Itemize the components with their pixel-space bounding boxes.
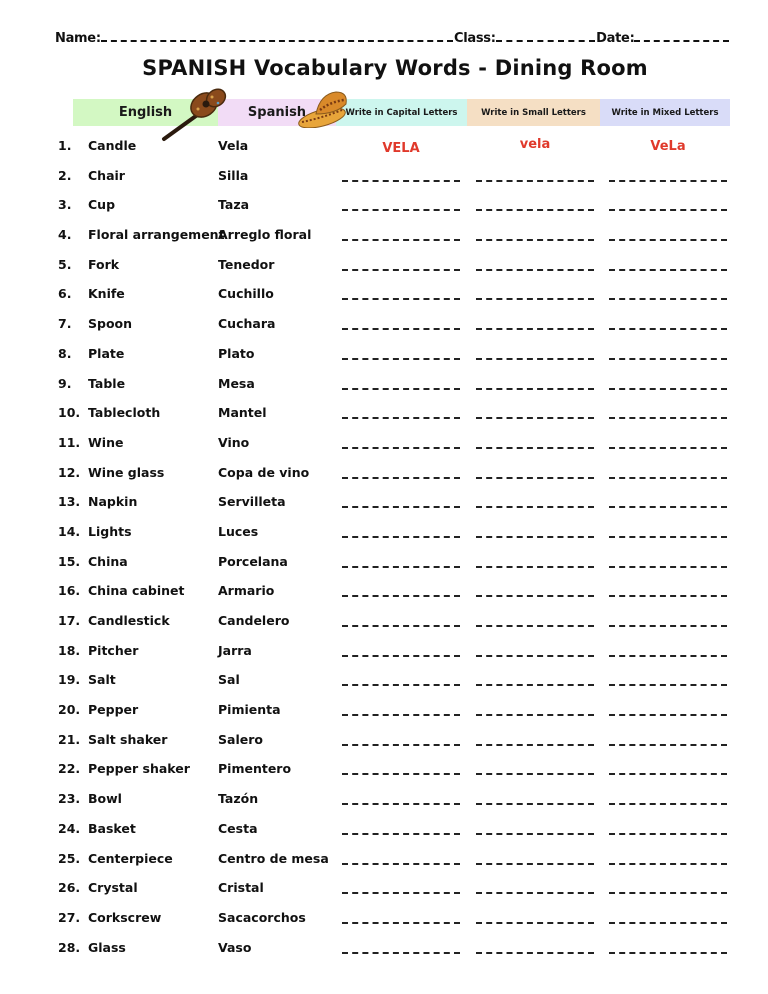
capital-answer-line[interactable]	[342, 863, 460, 865]
english-word: Knife	[88, 286, 125, 302]
spanish-word: Mantel	[218, 405, 267, 421]
spanish-word: Vela	[218, 138, 249, 153]
vocab-row	[0, 611, 768, 641]
spanish-word: Copa de vino	[218, 464, 310, 480]
row-number: 22.	[58, 761, 81, 777]
mixed-answer-line[interactable]	[609, 358, 727, 360]
spanish-word: Cuchara	[218, 316, 276, 332]
row-number: 20.	[58, 702, 81, 718]
vocab-row	[0, 849, 768, 879]
mixed-answer-line[interactable]	[609, 536, 727, 538]
capital-answer-line[interactable]	[342, 477, 460, 479]
small-answer-line[interactable]	[476, 477, 594, 479]
capital-answer-line[interactable]	[342, 328, 460, 330]
spanish-word: Candelero	[218, 613, 290, 628]
small-answer-line[interactable]	[476, 358, 594, 360]
small-answer-line[interactable]	[476, 298, 594, 300]
spanish-word: Arreglo floral	[218, 227, 312, 243]
vocab-row	[0, 641, 768, 671]
small-answer-line[interactable]	[476, 833, 594, 835]
vocab-row	[0, 374, 768, 404]
spanish-word: Sal	[218, 672, 240, 688]
spanish-word: Cesta	[218, 820, 258, 836]
example-small: vela	[519, 137, 551, 152]
mixed-answer-line[interactable]	[609, 744, 727, 746]
vocab-row	[0, 195, 768, 225]
mixed-answer-line[interactable]	[609, 328, 727, 330]
date-label: Date:	[596, 31, 635, 46]
column-header-mixed: Write in Mixed Letters	[600, 99, 730, 126]
example-mixed: VeLa	[650, 139, 686, 154]
vocab-row	[0, 492, 768, 522]
vocab-row	[0, 670, 768, 700]
capital-answer-line[interactable]	[342, 269, 460, 271]
english-word: China	[88, 553, 128, 569]
english-word: Chair	[88, 167, 125, 183]
english-word: China cabinet	[88, 583, 185, 599]
capital-answer-line[interactable]	[342, 833, 460, 835]
vocab-row	[0, 938, 768, 968]
row-number: 7.	[58, 316, 72, 332]
vocab-row	[0, 581, 768, 611]
sombrero-icon	[296, 88, 352, 128]
spanish-word: Salero	[218, 731, 263, 747]
row-number: 27.	[58, 909, 81, 925]
english-word: Centerpiece	[88, 850, 173, 866]
english-word: Pepper	[88, 702, 139, 718]
mixed-answer-line[interactable]	[609, 655, 727, 657]
row-number: 19.	[58, 672, 81, 688]
english-word: Wine glass	[88, 464, 165, 480]
row-number: 2.	[58, 167, 72, 183]
mixed-answer-line[interactable]	[609, 773, 727, 775]
english-word: Glass	[88, 939, 126, 955]
small-answer-line[interactable]	[476, 684, 594, 686]
vocab-row	[0, 700, 768, 730]
row-number: 5.	[58, 256, 72, 272]
vocab-row	[0, 878, 768, 908]
small-answer-line[interactable]	[476, 655, 594, 657]
small-answer-line[interactable]	[476, 506, 594, 508]
english-word: Basket	[88, 820, 136, 836]
english-word: Wine	[88, 434, 124, 450]
capital-answer-line[interactable]	[342, 684, 460, 686]
row-number: 9.	[58, 375, 72, 391]
capital-answer-line[interactable]	[342, 447, 460, 449]
name-label: Name:	[55, 31, 101, 46]
name-field[interactable]	[101, 30, 453, 42]
capital-answer-line[interactable]	[342, 388, 460, 390]
column-header-small: Write in Small Letters	[467, 99, 600, 126]
english-word: Salt shaker	[88, 731, 168, 747]
mixed-answer-line[interactable]	[609, 239, 727, 241]
vocab-row	[0, 225, 768, 255]
mixed-answer-line[interactable]	[609, 477, 727, 479]
capital-answer-line[interactable]	[342, 180, 460, 182]
vocabulary-list	[0, 136, 768, 967]
small-answer-line[interactable]	[476, 269, 594, 271]
spanish-word: Tazón	[218, 791, 259, 807]
small-answer-line[interactable]	[476, 180, 594, 182]
spanish-word: Vino	[218, 434, 250, 450]
small-answer-line[interactable]	[476, 625, 594, 627]
mixed-answer-line[interactable]	[609, 209, 727, 211]
spanish-word: Cristal	[218, 880, 264, 896]
student-info-line	[55, 30, 730, 50]
english-word: Table	[88, 375, 126, 391]
spanish-word: Silla	[218, 167, 249, 183]
row-number: 16.	[58, 583, 81, 599]
small-answer-line[interactable]	[476, 714, 594, 716]
page-title: SPANISH Vocabulary Words - Dining Room	[142, 56, 648, 80]
capital-answer-line[interactable]	[342, 595, 460, 597]
row-number: 25.	[58, 850, 81, 866]
spanish-word: Armario	[218, 583, 275, 599]
row-number: 12.	[58, 464, 81, 480]
english-word: Candlestick	[88, 613, 170, 628]
mixed-answer-line[interactable]	[609, 269, 727, 271]
row-number: 17.	[58, 613, 81, 628]
mixed-answer-line[interactable]	[609, 803, 727, 805]
mixed-answer-line[interactable]	[609, 298, 727, 300]
vocab-row	[0, 166, 768, 196]
vocab-row	[0, 552, 768, 582]
english-word: Napkin	[88, 494, 138, 510]
mixed-answer-line[interactable]	[609, 447, 727, 449]
column-header-spanish: Spanish	[218, 99, 336, 126]
capital-answer-line[interactable]	[342, 536, 460, 538]
class-field[interactable]	[496, 30, 596, 42]
mixed-answer-line[interactable]	[609, 684, 727, 686]
row-number: 13.	[58, 494, 81, 510]
row-number: 26.	[58, 880, 81, 896]
spanish-word: Jarra	[218, 642, 252, 658]
mixed-answer-line[interactable]	[609, 180, 727, 182]
english-word: Fork	[88, 256, 120, 272]
small-answer-line[interactable]	[476, 773, 594, 775]
row-number: 1.	[58, 138, 72, 153]
spanish-word: Porcelana	[218, 553, 288, 569]
class-label: Class:	[454, 31, 496, 46]
capital-answer-line[interactable]	[342, 655, 460, 657]
row-number: 10.	[58, 405, 81, 421]
vocab-row	[0, 789, 768, 819]
vocab-row	[0, 284, 768, 314]
small-answer-line[interactable]	[476, 536, 594, 538]
small-answer-line[interactable]	[476, 209, 594, 211]
spanish-word: Luces	[218, 523, 259, 539]
vocab-row	[0, 314, 768, 344]
capital-answer-line[interactable]	[342, 714, 460, 716]
row-number: 6.	[58, 286, 72, 302]
spanish-word: Pimentero	[218, 761, 292, 777]
vocab-row	[0, 403, 768, 433]
spanish-word: Pimienta	[218, 702, 281, 718]
small-answer-line[interactable]	[476, 803, 594, 805]
row-number: 14.	[58, 523, 81, 539]
row-number: 4.	[58, 227, 72, 243]
english-word: Crystal	[88, 880, 138, 896]
spanish-word: Plato	[218, 345, 255, 361]
english-word: Plate	[88, 345, 125, 361]
small-answer-line[interactable]	[476, 388, 594, 390]
row-number: 23.	[58, 791, 81, 807]
row-number: 8.	[58, 345, 72, 361]
capital-answer-line[interactable]	[342, 922, 460, 924]
small-answer-line[interactable]	[476, 328, 594, 330]
vocab-row	[0, 463, 768, 493]
vocab-row	[0, 255, 768, 285]
example-capital: VELA	[382, 141, 420, 156]
small-answer-line[interactable]	[476, 595, 594, 597]
spanish-word: Centro de mesa	[218, 850, 329, 866]
row-number: 24.	[58, 820, 81, 836]
row-number: 11.	[58, 434, 81, 450]
mixed-answer-line[interactable]	[609, 595, 727, 597]
row-number: 3.	[58, 197, 72, 213]
vocab-row	[0, 433, 768, 463]
small-answer-line[interactable]	[476, 417, 594, 419]
capital-answer-line[interactable]	[342, 298, 460, 300]
capital-answer-line[interactable]	[342, 892, 460, 894]
small-answer-line[interactable]	[476, 239, 594, 241]
column-header-capital: Write in Capital Letters	[336, 99, 467, 126]
spanish-word: Tenedor	[218, 256, 275, 272]
english-word: Corkscrew	[88, 909, 162, 925]
english-word: Floral arrangement	[88, 227, 225, 243]
guitar-icon	[160, 87, 230, 143]
mixed-answer-line[interactable]	[609, 863, 727, 865]
mixed-answer-line[interactable]	[609, 892, 727, 894]
capital-answer-line[interactable]	[342, 566, 460, 568]
english-word: Bowl	[88, 791, 122, 807]
small-answer-line[interactable]	[476, 922, 594, 924]
column-header-english: English	[73, 99, 218, 126]
row-number: 15.	[58, 553, 81, 569]
english-word: Salt	[88, 672, 116, 688]
capital-answer-line[interactable]	[342, 239, 460, 241]
small-answer-line[interactable]	[476, 863, 594, 865]
english-word: Pepper shaker	[88, 761, 190, 777]
spanish-word: Mesa	[218, 375, 255, 391]
mixed-answer-line[interactable]	[609, 833, 727, 835]
vocab-row	[0, 136, 768, 166]
vocab-row	[0, 908, 768, 938]
spanish-word: Vaso	[218, 939, 252, 955]
mixed-answer-line[interactable]	[609, 506, 727, 508]
date-field[interactable]	[634, 30, 729, 42]
small-answer-line[interactable]	[476, 447, 594, 449]
capital-answer-line[interactable]	[342, 773, 460, 775]
row-number: 28.	[58, 939, 81, 955]
row-number: 18.	[58, 642, 81, 658]
small-answer-line[interactable]	[476, 566, 594, 568]
spanish-word: Sacacorchos	[218, 909, 306, 925]
small-answer-line[interactable]	[476, 744, 594, 746]
mixed-answer-line[interactable]	[609, 388, 727, 390]
row-number: 21.	[58, 731, 81, 747]
english-word: Pitcher	[88, 642, 139, 658]
mixed-answer-line[interactable]	[609, 417, 727, 419]
spanish-word: Cuchillo	[218, 286, 274, 302]
capital-answer-line[interactable]	[342, 803, 460, 805]
capital-answer-line[interactable]	[342, 744, 460, 746]
english-word: Tablecloth	[88, 405, 161, 421]
english-word: Cup	[88, 197, 116, 213]
capital-answer-line[interactable]	[342, 358, 460, 360]
mixed-answer-line[interactable]	[609, 714, 727, 716]
capital-answer-line[interactable]	[342, 625, 460, 627]
vocab-row	[0, 730, 768, 760]
capital-answer-line[interactable]	[342, 506, 460, 508]
mixed-answer-line[interactable]	[609, 566, 727, 568]
vocab-row	[0, 522, 768, 552]
capital-answer-line[interactable]	[342, 417, 460, 419]
mixed-answer-line[interactable]	[609, 625, 727, 627]
spanish-word: Taza	[218, 197, 250, 213]
small-answer-line[interactable]	[476, 892, 594, 894]
mixed-answer-line[interactable]	[609, 922, 727, 924]
mixed-answer-line[interactable]	[609, 952, 727, 954]
spanish-word: Servilleta	[218, 494, 286, 510]
small-answer-line[interactable]	[476, 952, 594, 954]
english-word: Lights	[88, 523, 132, 539]
vocab-row	[0, 759, 768, 789]
english-word: Spoon	[88, 316, 133, 332]
vocab-row	[0, 344, 768, 374]
vocab-row	[0, 819, 768, 849]
english-word: Candle	[88, 138, 137, 153]
capital-answer-line[interactable]	[342, 952, 460, 954]
capital-answer-line[interactable]	[342, 209, 460, 211]
